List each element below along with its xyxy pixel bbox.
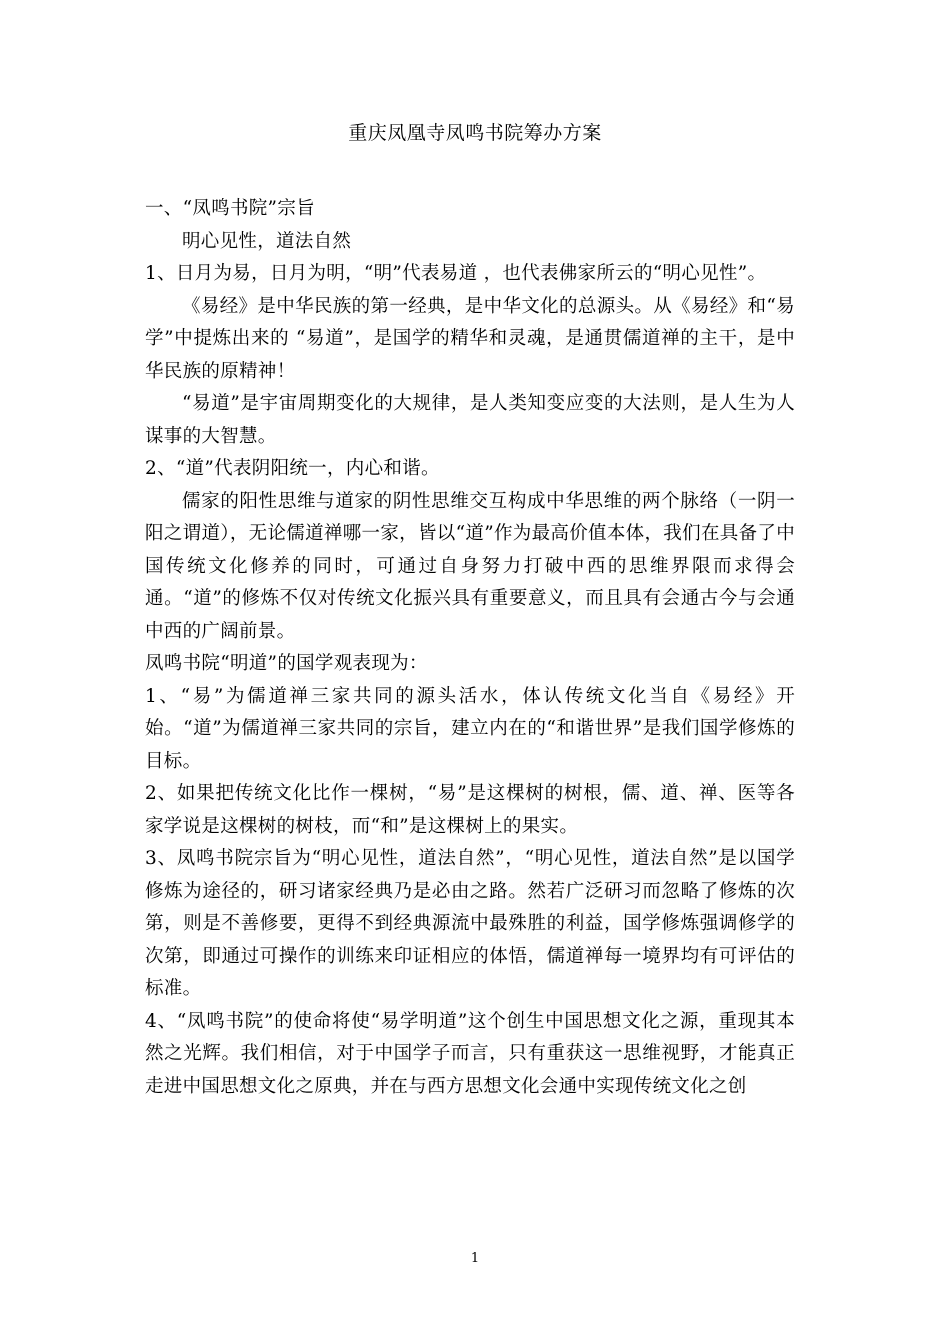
numbered-paragraph: 2、“道”代表阴阳统一，内心和谐。 [145,458,440,479]
body-paragraph: 儒家的阳性思维与道家的阴性思维交互构成中华思维的两个脉络（一阴一阳之谓道），无论儒道禅哪一家，皆以“道”作为最高价值本体，我们在具备了中国传统文化修养的同时，可通过自身努力打破中西的思维界限而求得会通。“道”的修炼不仅对传统文化振兴具有重要意义，而且具有会通古今与会通中西的广阔前景。 [145,490,795,642]
body-paragraph: 《易经》是中华民族的第一经典，是中华文化的总源头。从《易经》和“易学”中提炼出来的 “易道”，是国学的精华和灵魂，是通贯儒道禅的主干，是中华民族的原精神！ [145,295,795,382]
numbered-paragraph: 3、凤鸣书院宗旨为“明心见性，道法自然”，“明心见性，道法自然”是以国学修炼为途径的，研习诸家经典乃是必由之路。然若广泛研习而忽略了修炼的次第，则是不善修要，更得不到经典源流中最殊胜的利益，国学修炼强调修学的次第，即通过可操作的训练来印证相应的体悟，儒道禅每一境界均有可评估的标准。 [145,848,795,999]
numbered-paragraph: 1、“易”为儒道禅三家共同的源头活水，体认传统文化当自《易经》开始。“道”为儒道禅三家共同的宗旨，建立内在的“和谐世界”是我们国学修炼的目标。 [145,685,795,772]
motto-paragraph: 明心见性，道法自然 [182,230,352,252]
page-number: 1 [470,1251,480,1266]
section-heading: 一、“凤鸣书院”宗旨 [145,198,315,219]
numbered-paragraph: 4、“凤鸣书院”的使命将使“易学明道”这个创生中国思想文化之源，重现其本然之光辉。我们相信，对于中国学子而言，只有重获这一思维视野，才能真正走进中国思想文化之原典，并在与西方思想文化会通中实现传统文化之创 [145,1010,795,1097]
numbered-paragraph: 1、日月为易，日月为明，“明”代表易道 ，也代表佛家所云的“明心见性”。 [145,263,767,284]
document-body [145,193,795,1103]
page-title: 重庆凤凰寺凤鸣书院筹办方案 [348,122,602,144]
subheading-paragraph: 凤鸣书院“明道”的国学观表现为： [145,653,428,674]
body-paragraph: “易道”是宇宙周期变化的大规律，是人类知变应变的大法则，是人生为人谋事的大智慧。 [145,393,795,447]
numbered-paragraph: 2、如果把传统文化比作一棵树，“易”是这棵树的树根，儒、道、禅、医等各家学说是这棵树的树枝，而“和”是这棵树上的果实。 [145,783,795,837]
